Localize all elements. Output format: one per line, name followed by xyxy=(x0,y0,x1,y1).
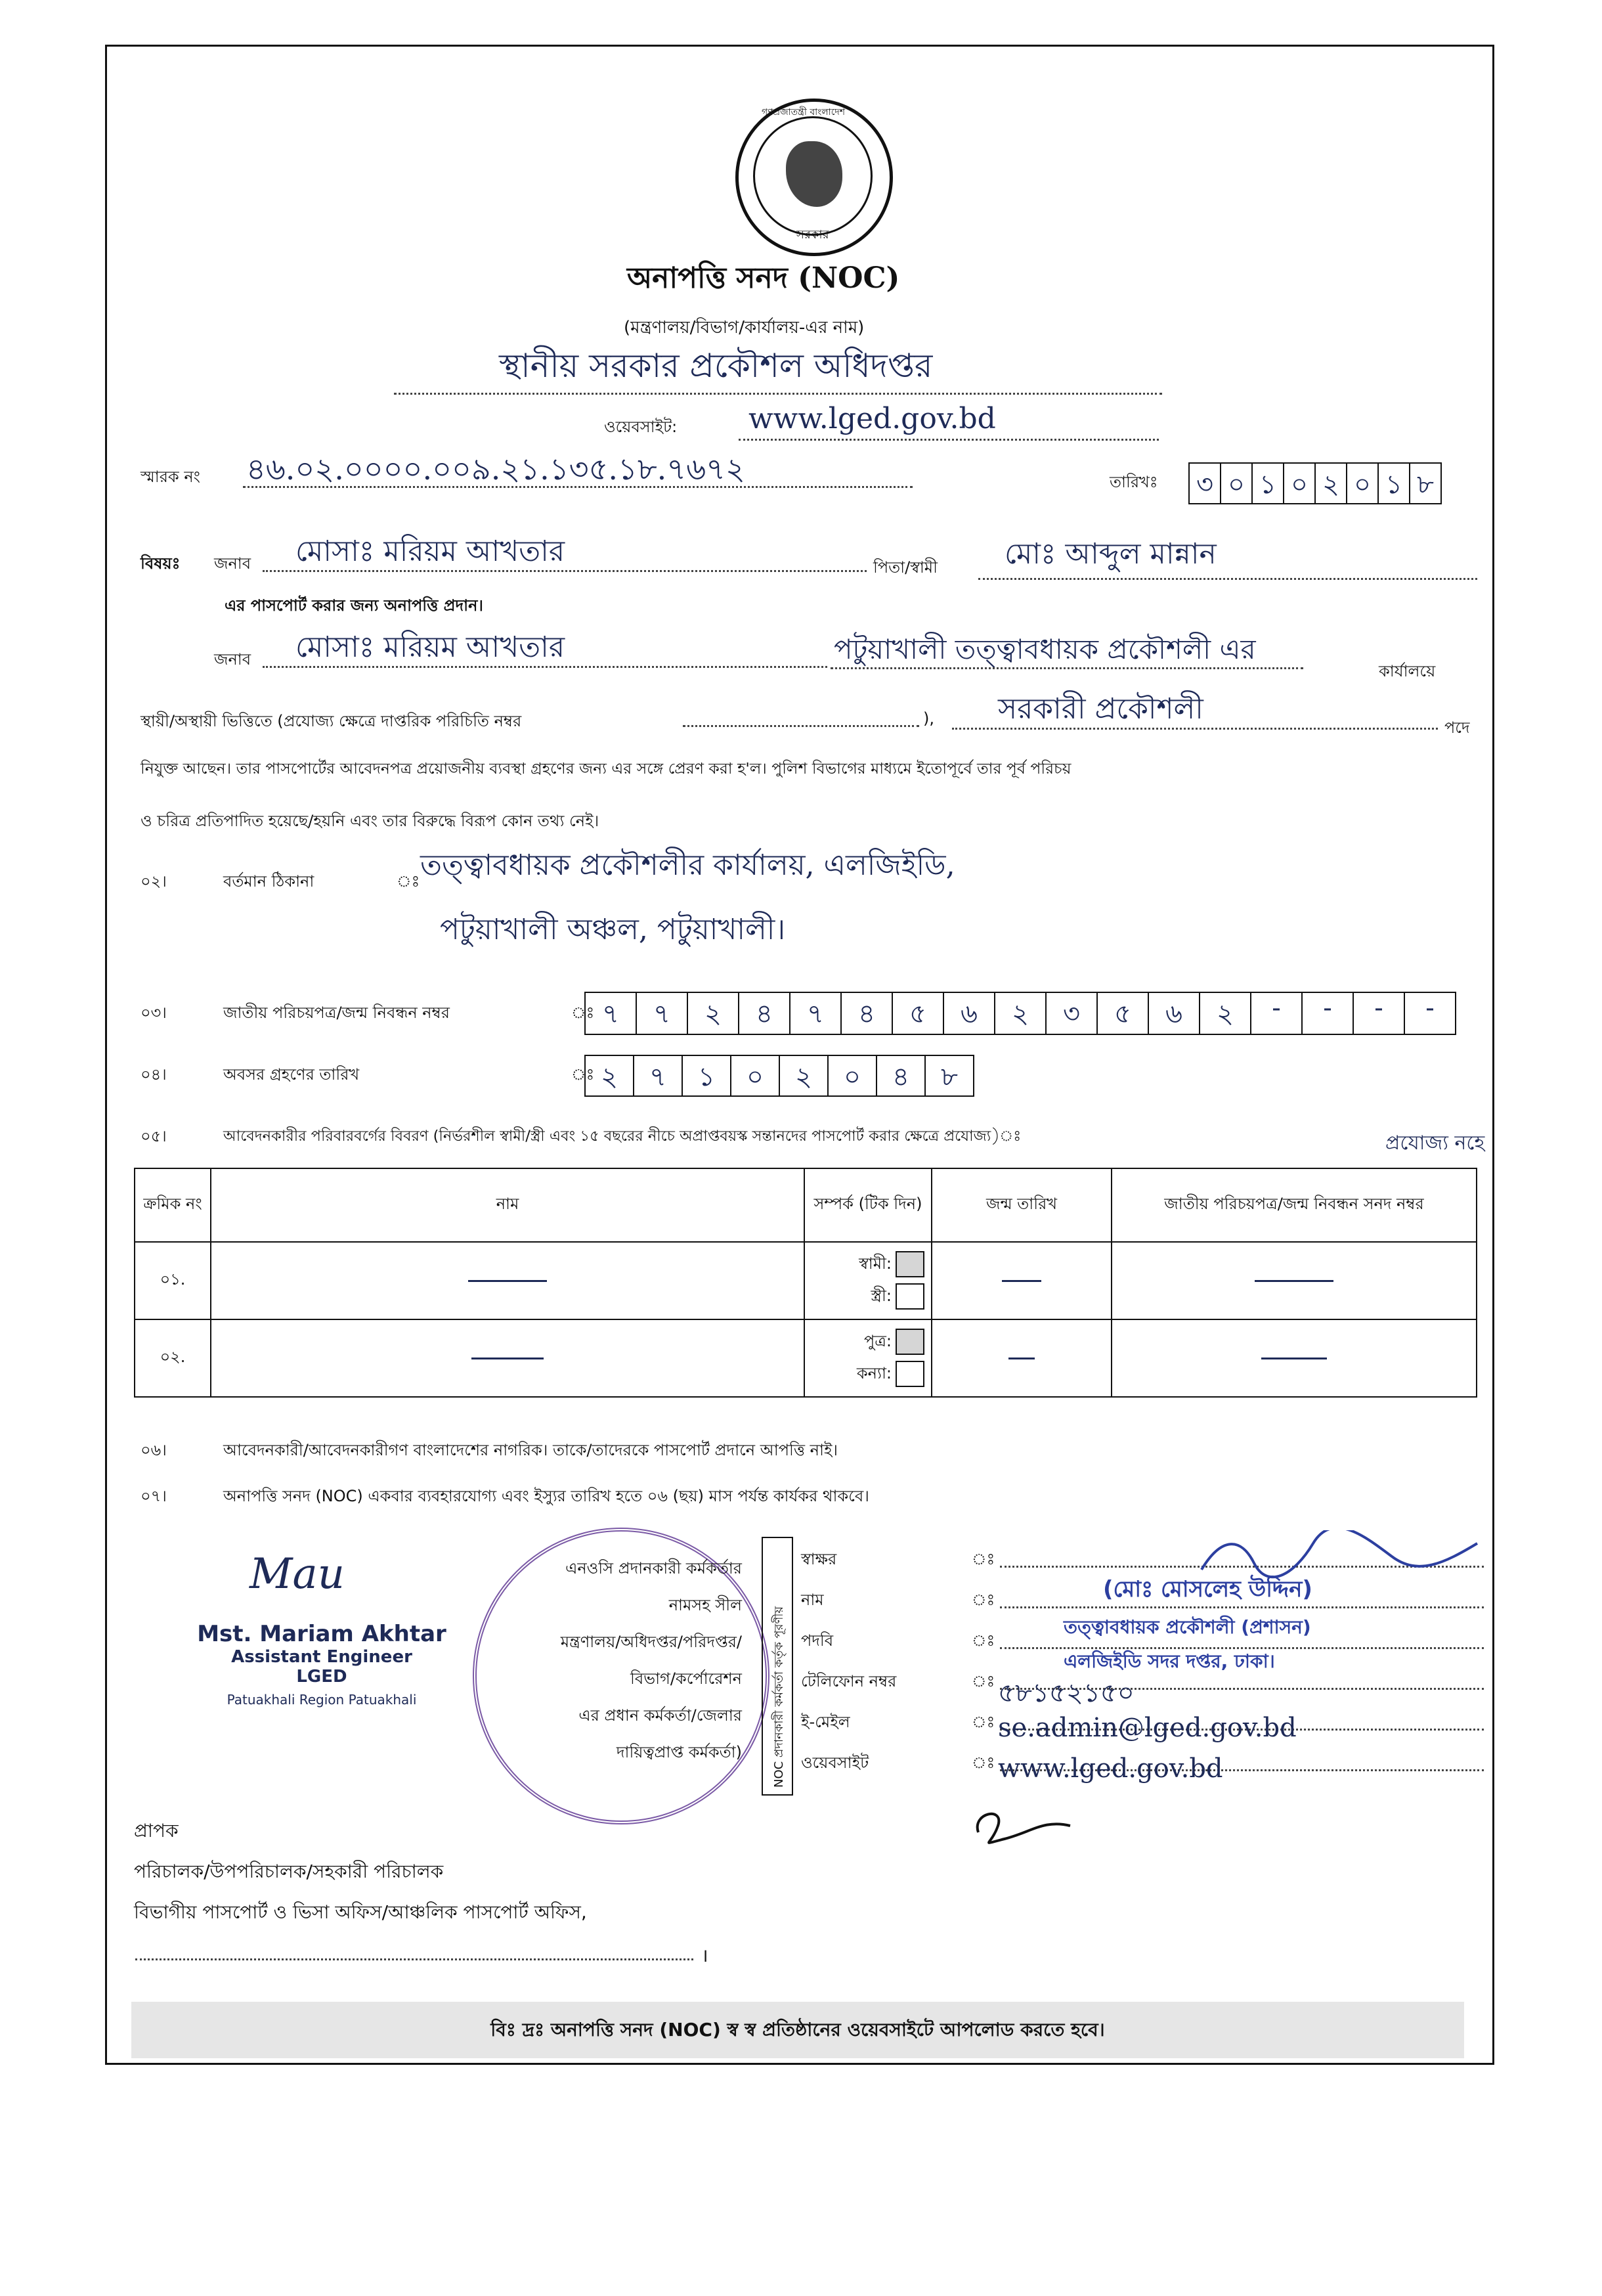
subject-name: মোসাঃ মরিয়ম আখতার xyxy=(295,535,565,568)
family-handwritten: প্রযোজ্য নহে xyxy=(1385,1132,1485,1155)
vertical-label-box xyxy=(762,1537,793,1796)
address-line-2: পটুয়াখালী অঞ্চল, পটুয়াখালী। xyxy=(440,913,786,946)
retire-digit: ৪ xyxy=(877,1055,926,1097)
row-nid-dash xyxy=(1112,1242,1477,1319)
retire-colon: ঃ xyxy=(571,1065,595,1084)
family-label: আবেদনকারীর পরিবারবর্গের বিবরণ (নির্ভরশীল স্বামী/স্ত্রী এবং ১৫ বছরের নীচে অপ্রাপ্তবয়স্ক সন্তানদের পাসপোর্ট করার ক্ষেত্রে প্রযোজ্য)ঃ xyxy=(223,1128,1022,1145)
table-row xyxy=(135,1242,1477,1319)
government-seal xyxy=(735,99,893,256)
row-nid-dash xyxy=(1112,1319,1477,1397)
field-colon: ঃ xyxy=(972,1591,995,1609)
body-para-line-2: ও চরিত্র প্রতিপাদিত হয়েছে/হয়নি এবং তার বিরুদ্ধে বিরূপ কোন তথ্য নেই। xyxy=(141,812,599,830)
seal-text-top: গণপ্রজাতন্ত্রী বাংলাদেশ xyxy=(762,107,845,118)
retire-digit: ২ xyxy=(780,1055,829,1097)
nid-digit: ৭ xyxy=(584,992,637,1035)
retire-number: ০৪। xyxy=(141,1065,167,1084)
officer-website: www.lged.gov.bd xyxy=(998,1754,1223,1784)
nid-digit: ৭ xyxy=(790,992,842,1035)
body-office-line xyxy=(831,667,1303,669)
retire-digit: ৮ xyxy=(926,1055,974,1097)
nid-digit: - xyxy=(1251,992,1303,1035)
nid-label: জাতীয় পরিচয়পত্র/জন্ম নিবন্ধন নম্বর xyxy=(223,1004,450,1022)
office-name-handwritten: স্থানীয় সরকার প্রকৌশল অধিদপ্তর xyxy=(499,347,933,385)
stamp-designation: Assistant Engineer xyxy=(231,1647,412,1667)
nid-colon: ঃ xyxy=(571,1004,595,1022)
daughter-checkbox[interactable] xyxy=(896,1361,924,1387)
body-office-suffix: কার্যালয়ে xyxy=(1379,662,1436,680)
seal-text-bottom: সরকার xyxy=(796,228,829,242)
applicant-signature: Mau xyxy=(249,1550,345,1599)
wife-checkbox[interactable] xyxy=(896,1283,924,1310)
recipient-line-1: পরিচালক/উপপরিচালক/সহকারী পরিচালক xyxy=(134,1861,444,1882)
recipient-dotted-line xyxy=(135,1958,693,1960)
dash-mark xyxy=(1008,1358,1035,1359)
col-name: নাম xyxy=(211,1168,804,1242)
dash-mark xyxy=(1255,1280,1333,1282)
father-name: মোঃ আব্দুল মান্নান xyxy=(1005,537,1217,571)
retire-digit: ০ xyxy=(731,1055,780,1097)
address-line-1: তত্ত্বাবধায়ক প্রকৌশলীর কার্যালয়, এলজিইডি, xyxy=(420,849,955,882)
date-digit: ০ xyxy=(1284,462,1316,504)
post-suffix: পদে xyxy=(1444,718,1470,737)
nid-digit: ৬ xyxy=(944,992,995,1035)
officer-designation: তত্ত্বাবধায়ক প্রকৌশলী (প্রশাসন) xyxy=(1064,1616,1311,1638)
field-label-website: ওয়েবসাইট xyxy=(801,1754,869,1772)
body-janab-label: জনাব xyxy=(214,650,251,669)
col-dob: জন্ম তারিখ xyxy=(932,1168,1112,1242)
date-digit: ০ xyxy=(1347,462,1379,504)
website-dotted-line xyxy=(739,439,1159,441)
date-digit: ৮ xyxy=(1410,462,1442,504)
permanent-line: স্থায়ী/অস্থায়ী ভিত্তিতে (প্রযোজ্য ক্ষেত্রে দাপ্তরিক পরিচিতি নম্বর xyxy=(141,712,522,730)
row-relation xyxy=(804,1319,932,1397)
subject-janab-label: জনাব xyxy=(214,554,251,573)
field-colon: ঃ xyxy=(972,1713,995,1731)
address-label: বর্তমান ঠিকানা xyxy=(223,872,314,891)
col-serial: ক্রমিক নং xyxy=(135,1168,211,1242)
recipient-line-2: বিভাগীয় পাসপোর্ট ও ভিসা অফিস/আঞ্চলিক পাসপোর্ট অফিস, xyxy=(134,1901,587,1923)
date-digit: ৩ xyxy=(1188,462,1221,504)
post-value: সরকারী প্রকৌশলী xyxy=(998,692,1203,726)
dash-mark xyxy=(1002,1280,1041,1282)
date-digit: ১ xyxy=(1379,462,1410,504)
vertical-label: NOC প্রদানকারী কর্মকর্তা কর্তৃক পূরণীয় xyxy=(772,1606,786,1788)
body-name-line xyxy=(263,666,827,668)
field-colon: ঃ xyxy=(972,1550,995,1568)
recipient-end: । xyxy=(701,1945,708,1966)
stamp-region: Patuakhali Region Patuakhali xyxy=(227,1692,417,1708)
website-value: www.lged.gov.bd xyxy=(748,402,996,435)
nid-digit: - xyxy=(1354,992,1405,1035)
row-serial: ০১. xyxy=(135,1242,211,1319)
issuer-line: নামসহ সীল xyxy=(668,1596,742,1614)
nid-digit: ৪ xyxy=(842,992,893,1035)
address-colon: ঃ xyxy=(397,872,420,891)
dash-mark xyxy=(1261,1358,1327,1359)
issuer-line: মন্ত্রণালয়/অধিদপ্তর/পরিদপ্তর/ xyxy=(560,1633,742,1651)
retire-digit: ০ xyxy=(829,1055,877,1097)
nid-digit: ৫ xyxy=(1098,992,1149,1035)
body-name: মোসাঃ মরিয়ম আখতার xyxy=(295,630,565,664)
footer-note: বিঃ দ্রঃ অনাপত্তি সনদ (NOC) স্ব স্ব প্রতিষ্ঠানের ওয়েবসাইটে আপলোড করতে হবে। xyxy=(131,2002,1464,2058)
family-table-header xyxy=(135,1168,1477,1242)
nid-digit: ৪ xyxy=(739,992,790,1035)
applicant-stamp xyxy=(158,1621,486,1708)
husband-checkbox[interactable] xyxy=(896,1251,924,1277)
col-relation: সম্পর্ক (টিক দিন) xyxy=(804,1168,932,1242)
retire-digit: ২ xyxy=(584,1055,634,1097)
field-colon: ঃ xyxy=(972,1672,995,1690)
row-serial: ০২. xyxy=(135,1319,211,1397)
citizen-text: আবেদনকারী/আবেদনকারীগণ বাংলাদেশের নাগরিক। তাকে/তাদেরকে পাসপোর্ট প্রদানে আপত্তি নাই। xyxy=(223,1441,838,1459)
office-id-line xyxy=(683,725,919,727)
option-son-label: পুত্র: xyxy=(863,1332,892,1350)
officer-name-stamp: (মোঃ মোসলেহ উদ্দিন) xyxy=(1103,1576,1312,1602)
col-nid: জাতীয় পরিচয়পত্র/জন্ম নিবন্ধন সনদ নম্বর xyxy=(1112,1168,1477,1242)
office-caption: (মন্ত্রণালয়/বিভাগ/কার্যালয়-এর নাম) xyxy=(624,318,865,338)
nid-digit: ২ xyxy=(995,992,1047,1035)
retire-digit: ৭ xyxy=(634,1055,683,1097)
option-wife-label: স্ত্রী: xyxy=(871,1287,892,1305)
field-label-name: নাম xyxy=(801,1591,824,1609)
date-digit: ২ xyxy=(1316,462,1347,504)
date-digit: ১ xyxy=(1253,462,1284,504)
memo-label: স্মারক নং xyxy=(141,468,200,486)
row-name-dash xyxy=(211,1319,804,1397)
issuer-line: দায়িত্বপ্রাপ্ত কর্মকর্তা) xyxy=(616,1743,742,1761)
nid-digit: ২ xyxy=(1200,992,1251,1035)
table-row xyxy=(135,1319,1477,1397)
page-title: অনাপত্তি সনদ (NOC) xyxy=(627,261,900,295)
row-dob-dash xyxy=(932,1242,1112,1319)
nid-digit: ৩ xyxy=(1047,992,1098,1035)
option-daughter-label: কন্যা: xyxy=(856,1364,892,1382)
option-husband-label: স্বামী: xyxy=(859,1254,892,1273)
row-name-dash xyxy=(211,1242,804,1319)
family-number: ০৫। xyxy=(141,1127,167,1145)
nid-boxes xyxy=(584,992,1456,1035)
nid-digit: ২ xyxy=(688,992,739,1035)
body-para-line-1: নিযুক্ত আছেন। তার পাসপোর্টের আবেদনপত্র প্রয়োজনীয় ব্যবস্থা গ্রহণের জন্য এর সঙ্গে প্রেরণ করা হ'ল। পুলিশ বিভাগের মাধ্যমে ইতোপূর্বে তার পূর্ব পরিচয় xyxy=(141,759,1072,778)
website-label: ওয়েবসাইট: xyxy=(604,418,678,436)
validity-number: ০৭। xyxy=(141,1487,167,1505)
stamp-name: Mst. Mariam Akhtar xyxy=(197,1621,446,1647)
retire-boxes xyxy=(584,1055,974,1097)
paren-close: ), xyxy=(923,709,934,728)
issuer-block xyxy=(486,1556,742,1777)
retire-label: অবসর গ্রহণের তারিখ xyxy=(223,1065,360,1084)
nid-digit: - xyxy=(1405,992,1456,1035)
recipient-label: প্রাপক xyxy=(134,1820,179,1842)
field-colon: ঃ xyxy=(972,1631,995,1650)
field-label-email: ই-মেইল xyxy=(801,1713,850,1731)
dash-mark xyxy=(468,1280,547,1282)
officer-office: এলজিইডি সদর দপ্তর, ঢাকা। xyxy=(1064,1650,1275,1672)
father-name-line xyxy=(978,578,1477,580)
family-table xyxy=(134,1168,1477,1398)
issuer-line: এনওসি প্রদানকারী কর্মকর্তার xyxy=(565,1559,742,1578)
office-name-dotted-line xyxy=(394,393,1162,395)
nid-digit: - xyxy=(1303,992,1354,1035)
row-relation xyxy=(804,1242,932,1319)
subject-line-2: এর পাসপোর্ট করার জন্য অনাপত্তি প্রদান। xyxy=(225,596,484,615)
post-line xyxy=(952,728,1438,730)
subject-label: বিষয়ঃ xyxy=(141,554,181,573)
officer-phone: ৫৮১৫২১৫০ xyxy=(998,1678,1135,1708)
stamp-org: LGED xyxy=(296,1667,347,1687)
memo-number: ৪৬.০২.০০০০.০০৯.২১.১৩৫.১৮.৭৬৭২ xyxy=(246,451,745,487)
issuer-line: এর প্রধান কর্মকর্তা/জেলার xyxy=(578,1706,742,1725)
son-checkbox[interactable] xyxy=(896,1329,924,1355)
body-office: পটুয়াখালী তত্ত্বাবধায়ক প্রকৌশলী এর xyxy=(834,633,1256,665)
field-label-designation: পদবি xyxy=(801,1631,834,1650)
dash-mark xyxy=(471,1358,544,1359)
nid-digit: ৬ xyxy=(1149,992,1200,1035)
field-colon: ঃ xyxy=(972,1754,995,1772)
father-label: পিতা/স্বামী xyxy=(873,558,938,577)
officer-email: se.admin@lged.gov.bd xyxy=(998,1713,1297,1743)
address-number: ০২। xyxy=(141,872,167,891)
row-dob-dash xyxy=(932,1319,1112,1397)
date-digit: ০ xyxy=(1221,462,1253,504)
field-label-phone: টেলিফোন নম্বর xyxy=(801,1672,897,1690)
field-label-signature: স্বাক্ষর xyxy=(801,1550,837,1568)
nid-digit: ৫ xyxy=(893,992,944,1035)
validity-text: অনাপত্তি সনদ (NOC) একবার ব্যবহারযোগ্য এবং ইস্যুর তারিখ হতে ০৬ (ছয়) মাস পর্যন্ত কার্যকর থাকবে। xyxy=(223,1487,869,1505)
issuer-field-labels xyxy=(801,1547,896,1792)
initials-signature xyxy=(965,1799,1077,1852)
issuer-line: বিভাগ/কর্পোরেশন xyxy=(630,1669,742,1688)
nid-digit: ৭ xyxy=(637,992,688,1035)
memo-dotted-line xyxy=(243,486,913,488)
subject-name-line xyxy=(263,570,867,572)
citizen-number: ০৬। xyxy=(141,1441,167,1459)
retire-digit: ১ xyxy=(683,1055,731,1097)
nid-number: ০৩। xyxy=(141,1004,167,1022)
date-boxes xyxy=(1188,462,1442,504)
date-label: তারিখঃ xyxy=(1110,473,1158,491)
